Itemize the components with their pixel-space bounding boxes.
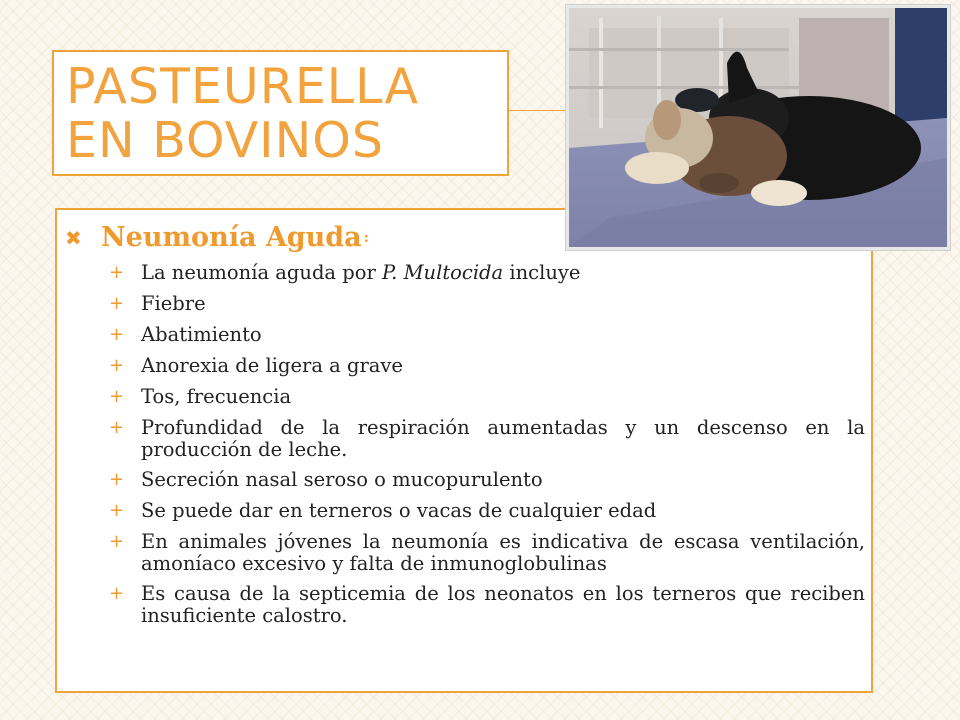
list-item-text: Anorexia de ligera a grave <box>141 354 403 377</box>
plus-icon: + <box>109 324 125 345</box>
list-item <box>107 500 865 522</box>
list-item-text: Es causa de la septicemia de los neonatos en los terneros que reciben insuficiente calostro. <box>141 582 865 627</box>
list-item <box>107 262 865 284</box>
plus-icon: + <box>109 531 125 552</box>
list-item-text: Se puede dar en terneros o vacas de cualquier edad <box>141 499 657 522</box>
slide-title-line-2: EN BOVINOS <box>66 112 384 169</box>
list-item <box>107 583 865 627</box>
list-item <box>107 324 865 346</box>
list-item-text: Secreción nasal seroso o mucopurulento <box>141 468 543 491</box>
list-item <box>107 293 865 315</box>
plus-icon: + <box>109 293 125 314</box>
plus-icon: + <box>109 583 125 604</box>
section-heading-colon: : <box>363 229 369 246</box>
list-item-text: En animales jóvenes la neumonía es indicativa de escasa ventilación, amoníaco excesivo y falta de inmunoglobulinas <box>141 530 865 575</box>
plus-icon: + <box>109 386 125 407</box>
list-item <box>107 417 865 461</box>
title-divider <box>509 110 569 111</box>
list-item <box>107 355 865 377</box>
plus-icon: + <box>109 469 125 490</box>
section-heading <box>65 222 369 253</box>
slide-title-line-1: PASTEURELLA <box>66 58 420 115</box>
species-name: P. Multocida <box>382 261 504 284</box>
list-item-text: Tos, frecuencia <box>141 385 292 408</box>
plus-icon: + <box>109 417 125 438</box>
list-item <box>107 469 865 491</box>
content-box <box>55 208 873 693</box>
bullet-list <box>107 262 865 636</box>
list-item-text: Profundidad de la respiración aumentadas y un descenso en la producción de leche. <box>141 416 865 461</box>
title-box <box>52 50 509 176</box>
section-heading-text: Neumonía Aguda <box>101 222 362 253</box>
plus-icon: + <box>109 355 125 376</box>
list-item <box>107 386 865 408</box>
photo-illustration <box>569 8 947 247</box>
list-item-text: Fiebre <box>141 292 206 315</box>
x-mark-icon: ✖ <box>65 225 82 250</box>
plus-icon: + <box>109 500 125 521</box>
list-item <box>107 531 865 575</box>
list-item-text: incluye <box>503 261 581 284</box>
list-item-text: Abatimiento <box>141 323 262 346</box>
list-item-text: La neumonía aguda por <box>141 261 382 284</box>
photo-calves <box>566 5 950 250</box>
plus-icon: + <box>109 262 125 283</box>
